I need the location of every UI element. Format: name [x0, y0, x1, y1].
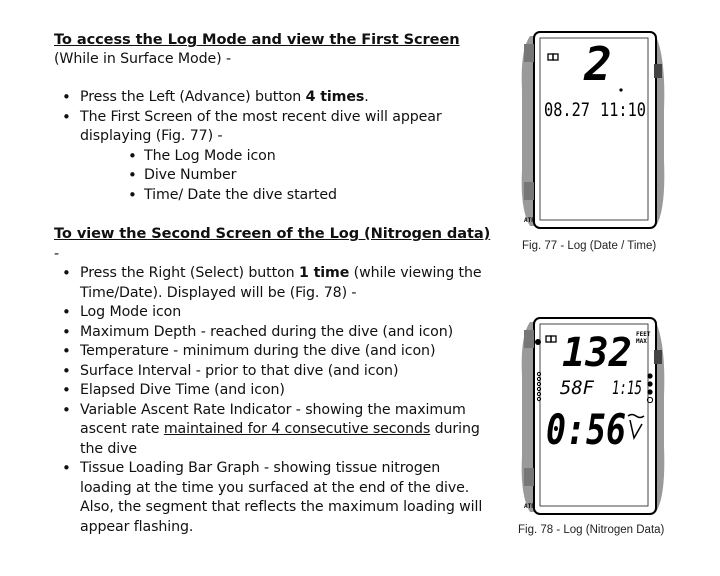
fig78-caption: Fig. 78 - Log (Nitrogen Data)	[518, 524, 665, 536]
atr-label: ATR	[524, 503, 535, 510]
list-item: • The Log Mode icon	[128, 147, 494, 167]
list-item: • The First Screen of the most recent dive will appear displaying (Fig. 77) - • The Log Mode icon • Dive Number • Time/ Date the dive started	[54, 108, 494, 206]
fig77-caption: Fig. 77 - Log (Date / Time)	[522, 240, 657, 252]
list-item: • Time/ Date the dive started	[128, 186, 494, 206]
section1-sublist	[80, 147, 494, 206]
section1-subheading: (While in Surface Mode) -	[54, 50, 231, 67]
depth-unit-max: MAX	[636, 338, 647, 345]
fig78-dive-computer-display	[516, 316, 668, 516]
list-item: • Temperature - minimum during the dive (and icon)	[54, 342, 494, 362]
depth-unit-feet: FEET	[636, 331, 651, 338]
list-item: • Log Mode icon	[54, 303, 494, 323]
list-item: • Press the Right (Select) button 1 time (while viewing the Time/Date). Displayed will be (Fig. 78) -	[54, 264, 494, 303]
dive-number: 2	[584, 37, 612, 91]
list-item: • Dive Number	[128, 166, 494, 186]
section1-list	[54, 88, 494, 205]
list-item: • Press the Left (Advance) button 4 times.	[54, 88, 494, 108]
list-item: • Tissue Loading Bar Graph - showing tissue nitrogen loading at the time you surfaced at the end of the dive. Also, the segment that reflects the maximum loading will appear flashing.	[54, 459, 494, 537]
list-item: • Surface Interval - prior to that dive (and icon)	[54, 362, 494, 382]
list-item: • Variable Ascent Rate Indicator - showing the maximum ascent rate maintained for 4 consecutive seconds during the dive	[54, 401, 494, 460]
surface-interval: 1:15	[612, 377, 642, 399]
max-depth: 132	[562, 330, 632, 376]
bullet-dot-icon	[535, 339, 541, 345]
min-temperature: 58F	[560, 377, 595, 399]
log-date: 08.27	[544, 99, 590, 121]
log-time: 11:10	[600, 99, 646, 121]
section2-heading: To view the Second Screen of the Log (Nitrogen data)	[54, 225, 491, 242]
section2-list	[54, 264, 494, 537]
atr-label: ATR	[524, 217, 535, 224]
fig77-dive-computer-display	[516, 30, 666, 230]
section1-heading: To access the Log Mode and view the First Screen	[54, 31, 460, 48]
list-item: • Elapsed Dive Time (and icon)	[54, 381, 494, 401]
section2-heading-suffix: -	[54, 245, 60, 262]
elapsed-dive-time: 0:56	[546, 405, 626, 454]
section2-heading-line	[54, 224, 494, 264]
list-item: • Maximum Depth - reached during the dive (and icon)	[54, 323, 494, 343]
instruction-text	[54, 30, 494, 537]
